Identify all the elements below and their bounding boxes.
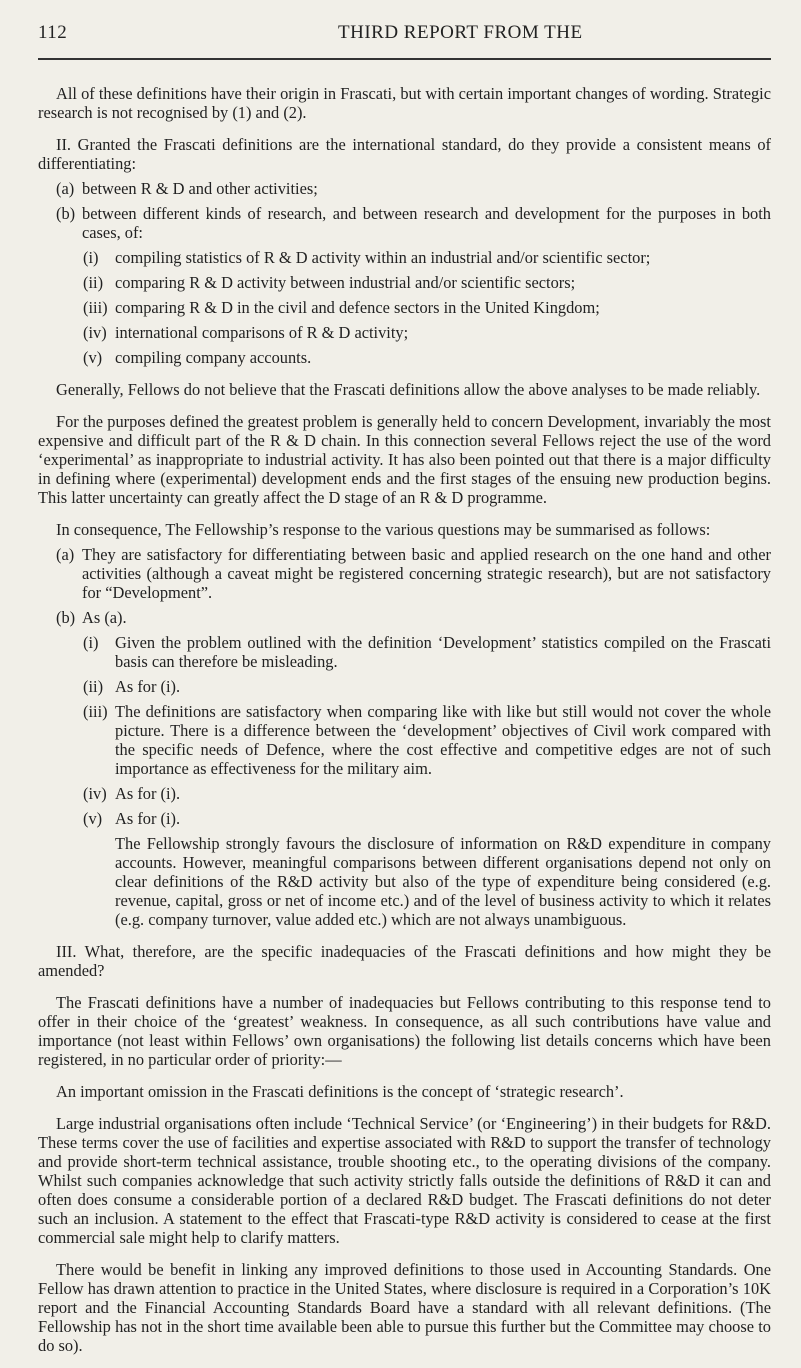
paragraph: III. What, therefore, are the specific inadequacies of the Frascati definitions and how might they be amended?	[38, 942, 771, 980]
item-text: between different kinds of research, and between research and development for the purposes in both cases, of:	[82, 204, 771, 242]
list-item	[38, 608, 771, 627]
list-item	[38, 633, 771, 671]
list-item	[38, 298, 771, 317]
list-item	[38, 248, 771, 267]
paragraph: For the purposes defined the greatest problem is generally held to concern Development, invariably the most expensive and difficult part of the R & D chain. In this connection several Fellows reject the use of the word ‘experimental’ as inappropriate to industrial activity. It has also been pointed out that there is a major difficulty in defining where (experimental) development ends and the first stages of the ensuing new production begins. This latter uncertainty can greatly affect the D stage of an R & D programme.	[38, 412, 771, 507]
item-label: (ii)	[83, 677, 104, 696]
paragraph: In consequence, The Fellowship’s response to the various questions may be summarised as follows:	[56, 520, 711, 539]
page-number: 112	[38, 22, 68, 43]
item-label: (iv)	[83, 784, 107, 803]
item-label: (b)	[56, 608, 76, 627]
item-text: between R & D and other activities;	[82, 179, 318, 198]
item-label: (v)	[83, 348, 103, 367]
item-label: (i)	[83, 633, 99, 652]
paragraph: II. Granted the Frascati definitions are the international standard, do they provide a consistent means of differentiating:	[38, 135, 771, 173]
item-text: They are satisfactory for differentiating between basic and applied research on the one hand and other activities (although a caveat might be registered concerning strategic research), but are not satisfactory for “Development”.	[82, 545, 771, 602]
running-title: THIRD REPORT FROM THE	[338, 22, 583, 43]
item-text: international comparisons of R & D activity;	[115, 323, 409, 342]
item-label: (i)	[83, 248, 99, 267]
paragraph: An important omission in the Frascati definitions is the concept of ‘strategic research’.	[56, 1082, 624, 1101]
list-item	[38, 348, 771, 367]
list-item	[38, 204, 771, 242]
item-label: (a)	[56, 179, 75, 198]
item-label: (b)	[56, 204, 76, 223]
paragraph: All of these definitions have their origin in Frascati, but with certain important changes of wording. Strategic research is not recognised by (1) and (2).	[38, 84, 771, 122]
list-item	[38, 702, 771, 778]
item-text: As (a).	[82, 608, 127, 627]
page-header	[38, 22, 771, 48]
item-text: As for (i).	[115, 809, 181, 828]
item-text: As for (i).	[115, 784, 181, 803]
item-text: comparing R & D activity between industrial and/or scientific sectors;	[115, 273, 576, 292]
item-text: compiling company accounts.	[115, 348, 312, 367]
item-text: comparing R & D in the civil and defence sectors in the United Kingdom;	[115, 298, 600, 317]
item-label: (ii)	[83, 273, 104, 292]
header-rule	[38, 58, 771, 60]
item-text: Given the problem outlined with the definition ‘Development’ statistics compiled on the Frascati basis can therefore be misleading.	[115, 633, 771, 671]
fellowship-note: The Fellowship strongly favours the disclosure of information on R&D expenditure in company accounts. However, meaningful comparisons between different organisations depend not only on clear definitions of the R&D activity but also of the type of expenditure being considered (e.g. revenue, capital, gross or net of income etc.) and of the level of business activity to which it relates (e.g. company turnover, value added etc.) which are not always unambiguous.	[115, 834, 771, 929]
body-text	[38, 84, 771, 1368]
list-item	[38, 784, 771, 803]
list-item	[38, 323, 771, 342]
list-item	[38, 809, 771, 828]
item-text: The definitions are satisfactory when comparing like with like but still would not cover the whole picture. There is a difference between the ‘development’ objectives of Civil work compared with the specific needs of Defence, where the cost effective and competitive edges are not of such importance as effectiveness for the military aim.	[115, 702, 771, 778]
paragraph: Generally, Fellows do not believe that the Frascati definitions allow the above analyses to be made reliably.	[56, 380, 761, 399]
item-text: As for (i).	[115, 677, 181, 696]
item-label: (iii)	[83, 702, 108, 721]
paragraph: Large industrial organisations often include ‘Technical Service’ (or ‘Engineering’) in their budgets for R&D. These terms cover the use of facilities and expertise associated with R&D to support the transfer of technology and provide short-term technical assistance, trouble shooting etc., to the operating divisions of the company. Whilst such companies acknowledge that such activity strictly falls outside the definitions of R&D it can and often does consume a considerable portion of a declared R&D budget. The Frascati definitions do not deter such an inclusion. A statement to the effect that Frascati-type R&D activity is considered to cease at the first commercial sale might help to clarify matters.	[38, 1114, 771, 1247]
list-item	[38, 179, 771, 198]
item-label: (a)	[56, 545, 75, 564]
list-item	[38, 677, 771, 696]
paragraph: The Frascati definitions have a number of inadequacies but Fellows contributing to this response tend to offer in their choice of the ‘greatest’ weakness. In consequence, as all such contributions have value and importance (not least within Fellows’ own organisations) the following list details concerns which have been registered, in no particular order of priority:—	[38, 993, 771, 1069]
list-item	[38, 273, 771, 292]
item-label: (iii)	[83, 298, 108, 317]
list-item	[38, 545, 771, 602]
item-label: (v)	[83, 809, 103, 828]
paragraph: There would be benefit in linking any improved definitions to those used in Accounting Standards. One Fellow has drawn attention to practice in the United States, where disclosure is required in a Corporation’s 10K report and the Financial Accounting Standards Board have a standard with all relevant definitions. (The Fellowship has not in the short time available been able to pursue this further but the Committee may choose to do so).	[38, 1260, 771, 1355]
item-label: (iv)	[83, 323, 107, 342]
item-text: compiling statistics of R & D activity within an industrial and/or scientific sector;	[115, 248, 651, 267]
